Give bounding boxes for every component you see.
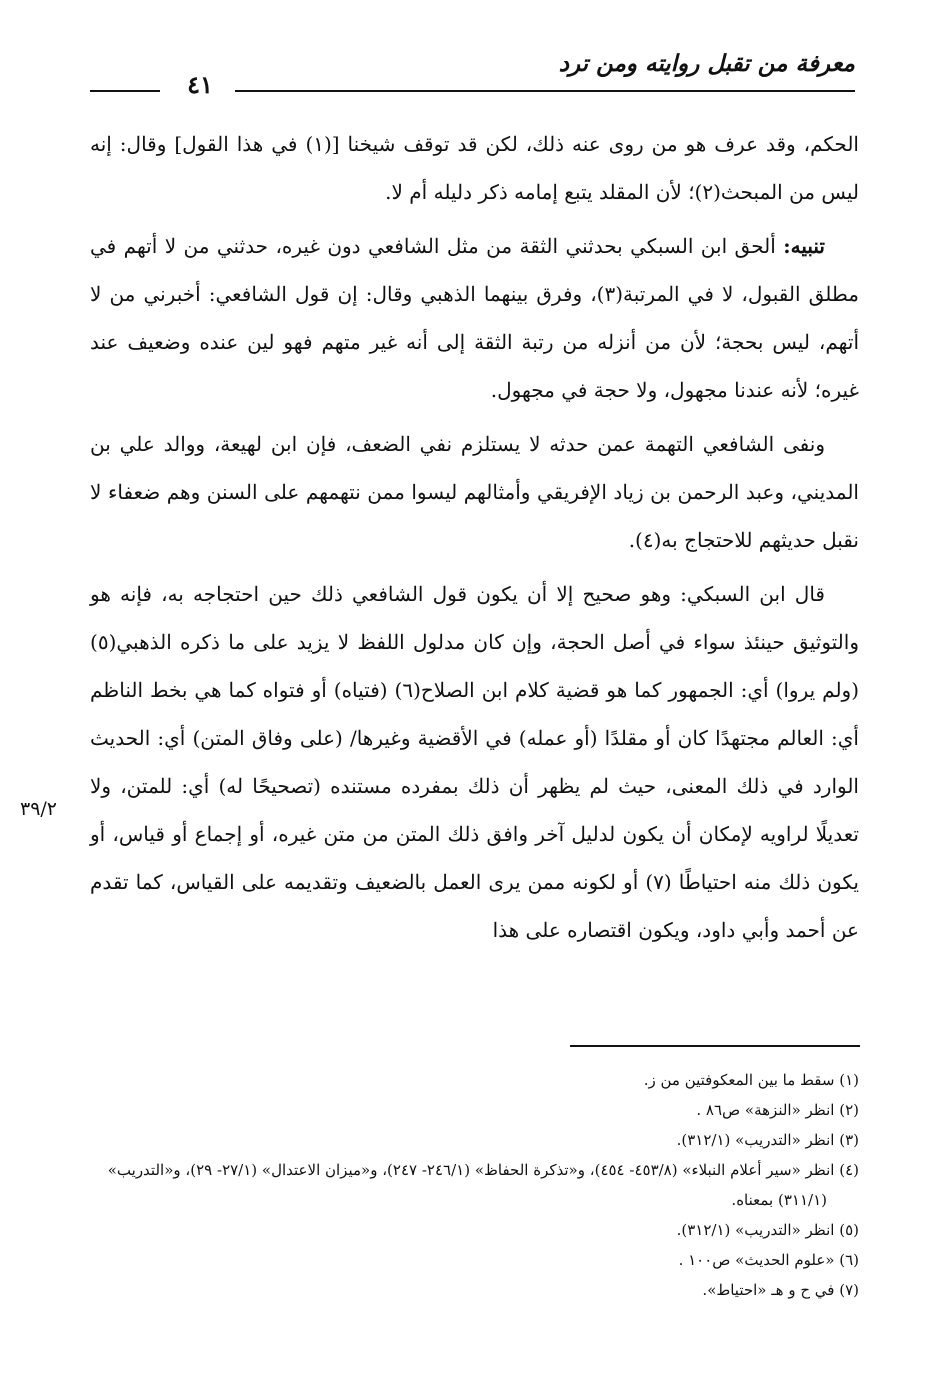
- footnote: (٤) انظر «سير أعلام النبلاء» (٤٥٣/٨- ٤٥٤)، و«تذكرة الحفاظ» (٢٤٦/١- ٢٤٧)، و«ميزان الاعتدال» (٢٧/١- ٢٩)، و«التدريب» (٣١١/١) بمعناه.: [107, 1161, 859, 1209]
- margin-note: ٣٩/٢: [20, 798, 58, 820]
- footnote: (٥) انظر «التدريب» (٣١٢/١).: [676, 1221, 859, 1239]
- footnote-rule: [570, 1045, 860, 1047]
- paragraph-text: ونفى الشافعي التهمة عمن حدثه لا يستلزم نفي الضعف، فإن ابن لهيعة، ووالد علي بن المديني، وعبد الرحمن بن زياد الإفريقي وأمثالهم ليسوا ممن نتهمهم على السنن وهم ضعفاء لا نقبل حديثهم للاحتجاج به(٤).: [90, 432, 859, 552]
- page-number: ٤١: [187, 70, 213, 99]
- header-rule-right: [235, 90, 855, 92]
- footnotes: [90, 1065, 859, 1305]
- paragraph-text: الحكم، وقد عرف هو من روى عنه ذلك، لكن قد توقف شيخنا [(١) في هذا القول] وقال: إنه ليس من المبحث(٢)؛ لأن المقلد يتبع إمامه ذكر دليله أم لا.: [90, 132, 859, 204]
- footnote: (٣) انظر «التدريب» (٣١٢/١).: [676, 1131, 859, 1149]
- header-rule-left: [90, 90, 160, 92]
- paragraph-text: ألحق ابن السبكي بحدثني الثقة من مثل الشافعي دون غيره، حدثني من لا أتهم في مطلق القبول، لا في المرتبة(٣)، وفرق بينهما الذهبي وقال: إن قول الشافعي: أخبرني من لا أتهم، ليس بحجة؛ لأن من أنزله من رتبة الثقة إلى أنه غير متهم فهو لين عنده وضعيف عند غيره؛ لأنه عندنا مجهول، ولا حجة في مجهول.: [90, 234, 859, 402]
- footnote: (٢) انظر «النزهة» ص٨٦ .: [696, 1101, 859, 1119]
- paragraph-text: قال ابن السبكي: وهو صحيح إلا أن يكون قول الشافعي ذلك حين احتجاجه به، فإنه هو والتوثيق حينئذ سواء في أصل الحجة، وإن كان مدلول اللفظ لا يزيد على ما ذكره الذهبي(٥) (ولم يروا) أي: الجمهور كما هو قضية كلام ابن الصلاح(٦) (فتياه) أو فتواه كما هي بخط الناظم أي: العالم مجتهدًا كان أو مقلدًا (أو عمله) في الأقضية وغيرها/ (على وفاق المتن) أي: الحديث الوارد في ذلك المعنى، حيث لم يظهر أن ذلك بمفرده مستنده (تصحيحًا له) أي: للمتن، ولا تعديلًا لراويه لإمكان أن يكون لدليل آخر وافق ذلك المتن من متن غيره، أو إجماع أو قياس، أو يكون ذلك منه احتياطًا (٧) أو لكونه ممن يرى العمل بالضعيف وتقديمه على القياس، كما تقدم عن أحمد وأبي داود، ويكون اقتصاره على هذا: [90, 582, 859, 942]
- main-text: [90, 120, 859, 960]
- paragraph-lead: تنبيه:: [783, 234, 825, 258]
- running-title: معرفة من تقبل روايته ومن ترد: [558, 50, 855, 77]
- footnote: (١) سقط ما بين المعكوفتين من ز.: [643, 1071, 859, 1089]
- footnote: (٦) «علوم الحديث» ص١٠٠ .: [678, 1251, 859, 1269]
- paragraph: [90, 222, 859, 414]
- paragraph: [90, 420, 859, 564]
- paragraph: [90, 120, 859, 216]
- footnote: (٧) في ح و هـ «احتياط».: [702, 1281, 859, 1299]
- paragraph: [90, 570, 859, 954]
